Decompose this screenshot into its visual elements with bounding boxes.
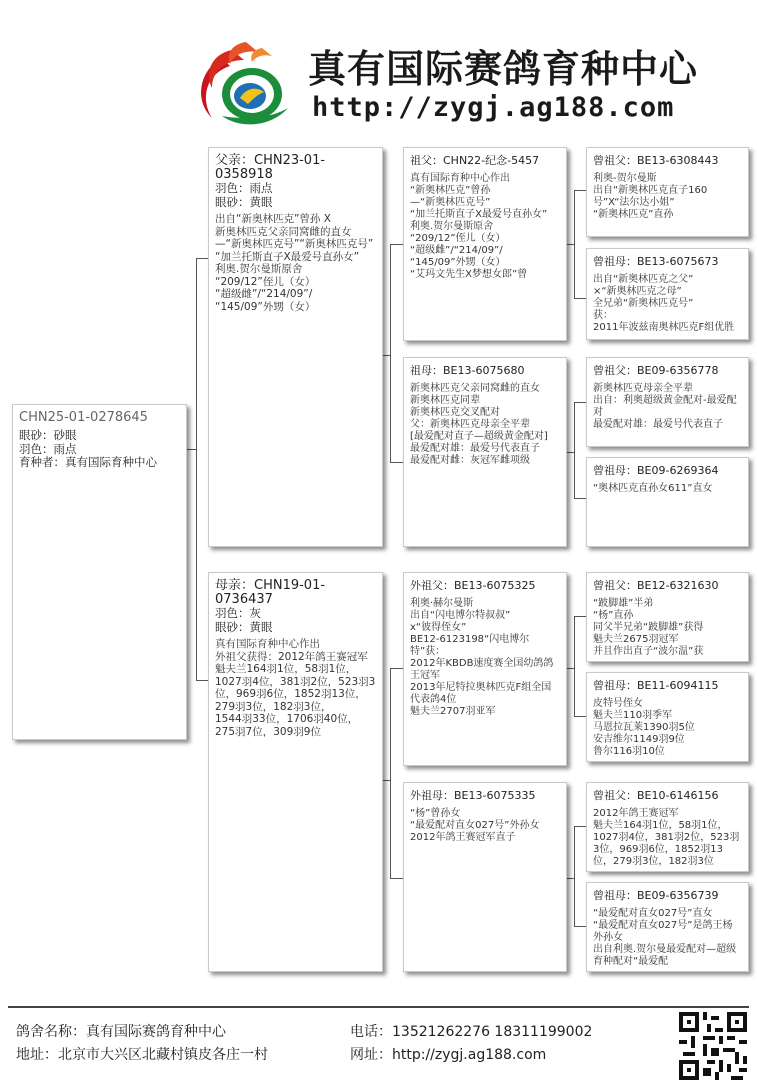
- subject-ring: CHN25-01-0278645: [19, 410, 148, 425]
- connector: [382, 355, 390, 356]
- great-grandparent-ring: 曾祖母：BE13-6075673: [593, 255, 719, 268]
- sire-card: [208, 147, 383, 547]
- great-grandparent-card: [586, 672, 749, 762]
- connector: [390, 244, 391, 462]
- great-grandparent-ring: 曾祖父：BE10-6146156: [593, 789, 719, 802]
- connector: [574, 926, 586, 927]
- great-grandparent-ring: 曾祖母：BE09-6269364: [593, 464, 719, 477]
- great-grandparent-card: [586, 882, 749, 972]
- subject-color: 羽色：雨点: [19, 441, 77, 456]
- connector: [574, 298, 586, 299]
- qr-code-icon: [679, 1012, 747, 1080]
- great-grandparent-note: “奥林匹克直孙女611”直女: [593, 483, 713, 494]
- connector: [574, 716, 586, 717]
- great-grandparent-note: “跛脚雄”半弟 “杨”直孙 同父半兄弟“跛脚雄”获得 魁夫兰2675羽冠军 并且作出直子“波尔温”获: [593, 598, 704, 657]
- connector: [566, 452, 574, 453]
- connector: [566, 668, 574, 669]
- great-grandparent-card: [586, 147, 749, 237]
- dam-note: 真有国际育种中心作出 外祖父获得：2012年鸽王赛冠军 魁夫兰164羽1位，58羽1位， 1027羽4位，381羽2位，523羽3位，969羽6位，1852羽13位，279羽3位，182羽3位， 1544羽33位，1706羽40位， 275羽7位，309羽9位: [215, 638, 376, 738]
- granddam-ring: 祖母：BE13-6075680: [410, 364, 525, 377]
- great-grandparent-note: 新奥林匹克母亲全平辈 出自：利奥超级黄金配对-最爱配对 最爱配对雄：最爱号代表直子: [593, 383, 737, 430]
- connector: [574, 826, 586, 827]
- dam-ring: 母亲：CHN19-01-0736437: [215, 578, 326, 607]
- great-grandparent-note: 皮特号侄女 魁夫兰110羽季军 马恩拉瓦莱1390羽5位 安吉维尔1149羽9位 鲁尔116羽10位: [593, 698, 695, 757]
- connector: [390, 668, 403, 669]
- connector: [574, 190, 575, 298]
- great-grandparent-card: [586, 248, 749, 340]
- pigeon-logo-icon: [192, 38, 300, 130]
- connector: [574, 498, 586, 499]
- footer-address: 地址：北京市大兴区北藏村镇皮各庄一村: [16, 1047, 268, 1063]
- connector: [574, 190, 586, 191]
- subject-breeder: 育种者：真有国际育种中心: [19, 455, 157, 469]
- dam-card: [208, 572, 383, 972]
- connector: [574, 402, 586, 403]
- footer-website[interactable]: 网址：http://zygj.ag188.com: [350, 1047, 547, 1063]
- connector: [382, 780, 390, 781]
- sire-ring: 父亲：CHN23-01-0358918: [215, 153, 326, 182]
- connector: [566, 878, 574, 879]
- great-grandparent-ring: 曾祖父：BE12-6321630: [593, 579, 719, 592]
- sire-color: 羽色：雨点: [215, 181, 273, 195]
- connector: [196, 258, 197, 680]
- grandsire-note: 真有国际育种中心作出 “新奥林匹克”曾孙 —“新奥林匹克号” “加兰托斯直子X最爱号直孙女” 利奥.贺尔曼斯原舍 “209/12”侄儿（女） “超级雌”/“214/09”/ “145/09”外甥（女） “艾玛文先生X梦想女郎”曾: [410, 173, 548, 280]
- great-grandparent-ring: 曾祖母：BE11-6094115: [593, 679, 719, 692]
- footer-phone: 电话：13521262276 18311199002: [350, 1024, 593, 1040]
- great-grandparent-card: [586, 357, 749, 447]
- maternal-grandsire-note: 利奥·赫尔曼斯 出自“闪电博尔特叔叔” x“彼得侄女” BE12-6123198“闪电博尔特”获： 2012年KBDB速度赛全国幼鸽鸽王冠军 2013年尼特拉奥林匹克F组全国代表鸽4位 魁夫兰2707羽亚军: [410, 598, 554, 717]
- connector: [390, 668, 391, 878]
- footer-loft-name: 鸽舍名称：真有国际赛鸽育种中心: [16, 1024, 226, 1040]
- granddam-note: 新奥林匹克父亲同窝雌的直女 新奥林匹克同辈 新奥林匹克交叉配对 父：新奥林匹克母亲全平辈 [最爱配对直子—超级黄金配对] 最爱配对雄：最爱号代表直子 最爱配对雌：灰冠军雌项级: [410, 383, 548, 466]
- great-grandparent-note: “最爱配对直女027号”直女 “最爱配对直女027号”是鸽王杨外孙女 出自利奥.贺尔曼最爱配对—超级育种配对“最爱配: [593, 908, 737, 967]
- connector: [390, 462, 403, 463]
- connector: [566, 244, 574, 245]
- header-title: 真有国际赛鸽育种中心: [308, 47, 699, 91]
- maternal-granddam-card: [403, 782, 567, 972]
- grandsire-ring: 祖父：CHN22-纪念-5457: [410, 154, 540, 167]
- maternal-granddam-note: “杨”曾孙女 “最爱配对直女027号”外孙女 2012年鸽王赛冠军直子: [410, 808, 540, 843]
- dam-eye: 眼砂：黄眼: [215, 619, 273, 634]
- great-grandparent-card: [586, 572, 749, 662]
- connector: [574, 616, 575, 716]
- grandsire-card: [403, 147, 567, 341]
- header-url: http://zygj.ag188.com: [312, 92, 675, 123]
- connector: [186, 449, 196, 450]
- footer-divider: [8, 1006, 749, 1008]
- maternal-grandsire-ring: 外祖父：BE13-6075325: [410, 579, 536, 592]
- subject-card: [12, 404, 187, 740]
- great-grandparent-ring: 曾祖父：BE13-6308443: [593, 154, 719, 167]
- great-grandparent-ring: 曾祖父：BE09-6356778: [593, 364, 719, 377]
- connector: [196, 680, 208, 681]
- sire-eye: 眼砂：黄眼: [215, 194, 273, 209]
- great-grandparent-ring: 曾祖母：BE09-6356739: [593, 889, 719, 902]
- great-grandparent-note: 出自“新奥林匹克之父” ×“新奥林匹克之母” 全兄弟“新奥林匹克号” 获： 2011年波兹南奥林匹克F组优胜: [593, 274, 735, 333]
- great-grandparent-note: 利奥-贺尔曼斯 出自“新奥林匹克直子160号”X“法尔达小姐” “新奥林匹克”直孙: [593, 173, 708, 220]
- header-logo: [192, 38, 300, 130]
- great-grandparent-card: [586, 457, 749, 547]
- connector: [390, 878, 403, 879]
- subject-eye: 眼砂：砂眼: [19, 428, 77, 442]
- connector: [574, 826, 575, 926]
- connector: [574, 402, 575, 498]
- maternal-granddam-ring: 外祖母：BE13-6075335: [410, 789, 536, 802]
- dam-color: 羽色：灰: [215, 606, 261, 620]
- maternal-grandsire-card: [403, 572, 567, 766]
- great-grandparent-note: 2012年鸽王赛冠军 魁夫兰164羽1位，58羽1位， 1027羽4位，381羽2位，523羽3位，969羽6位，1852羽13位，279羽3位，182羽3位: [593, 808, 740, 867]
- granddam-card: [403, 357, 567, 547]
- connector: [574, 616, 586, 617]
- connector: [390, 244, 403, 245]
- great-grandparent-card: [586, 782, 749, 872]
- connector: [196, 258, 208, 259]
- sire-note: 出自“新奥林匹克”曾孙 X 新奥林匹克父亲同窝雌的直女 —“新奥林匹克号”“新奥林匹克号” “加兰托斯直子X最爱号直孙女” 利奥.贺尔曼斯原舍 “209/12”侄儿（女） “超级雌”/“214/09”/ “145/09”外甥（女）: [215, 213, 374, 313]
